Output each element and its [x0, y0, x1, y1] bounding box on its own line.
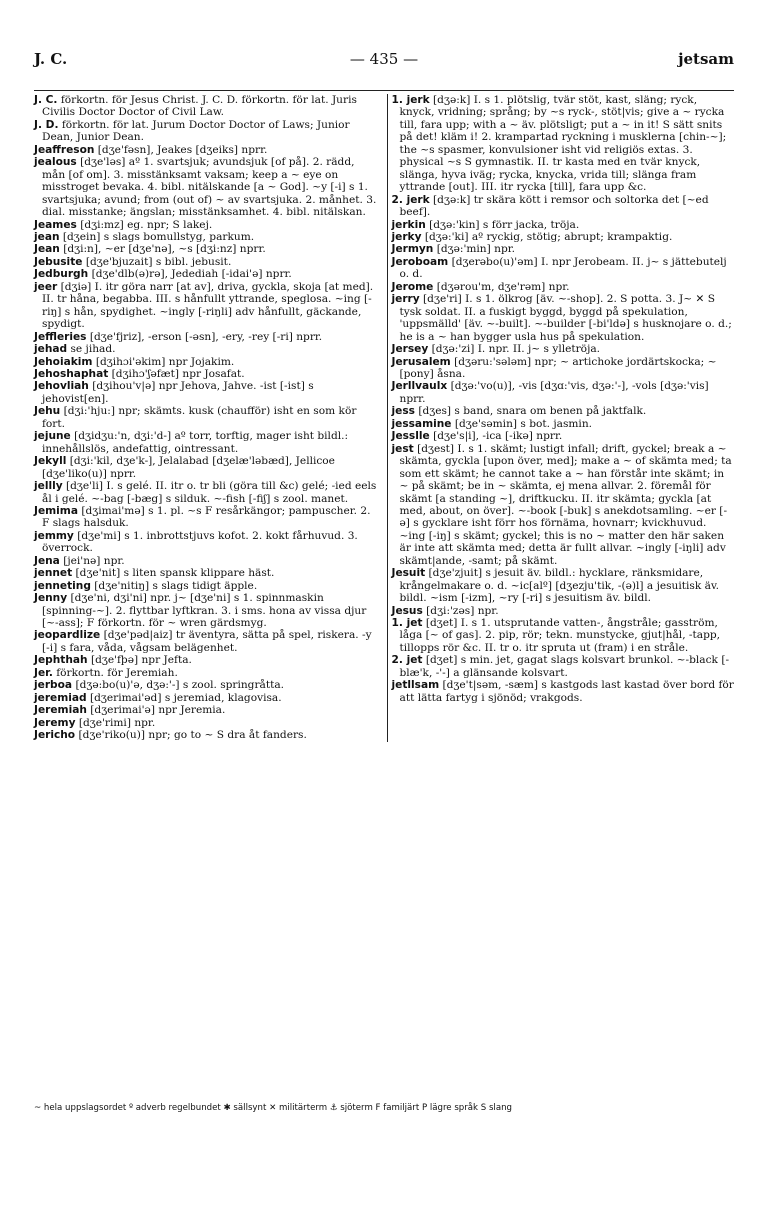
- entry-headword: Jephthah: [34, 654, 88, 667]
- entry-headword: Jeffleries: [34, 330, 87, 343]
- entry-headword: J. C.: [34, 94, 58, 106]
- entry-headword: Jericho: [34, 729, 76, 742]
- dictionary-entry: [34, 580, 377, 592]
- dictionary-entry: [34, 243, 377, 255]
- dictionary-entry: [392, 605, 735, 617]
- entry-definition: [dʒein] s slags bomullstyg, parkum.: [62, 230, 255, 243]
- entry-definition: [dʒe'ləs] aº 1. svartsjuk; avundsjuk [of på]. 2. rädd, mån [of om]. 3. misstänksamt vaksam; keep a ~ eye on misstroget bevaka. 4. bibl. nitälskande [a ~ God]. ~y [-i] s 1. svartsjuka; avund; from (out of) ~ av svartsjuka. 2. månhet. 3. dial. misstanke; ängslan; misstänksamhet. 4. bibl. nitälskan.: [42, 156, 377, 219]
- entry-headword: Jekyll: [34, 455, 67, 468]
- dictionary-entry: [34, 268, 377, 280]
- entry-headword: 1. jet: [391, 617, 423, 630]
- entry-headword: Jehovliah: [34, 380, 89, 393]
- header-rule: [34, 90, 734, 91]
- entry-definition: [dʒerimai'əd] s jeremiad, klagovisa.: [90, 691, 282, 704]
- entry-headword: jerboa: [34, 679, 73, 692]
- entry-headword: Jean: [34, 243, 60, 256]
- dictionary-entry: [392, 617, 735, 654]
- entry-headword: Jeremiah: [34, 704, 87, 717]
- dictionary-entry: [34, 94, 377, 119]
- entry-headword: jemmy: [34, 529, 74, 542]
- left-column: [34, 94, 383, 742]
- entry-definition: [dʒe'fəsn], Jeakes [dʒeiks] nprr.: [97, 143, 268, 156]
- entry-headword: Jedburgh: [34, 268, 89, 281]
- dictionary-entry: [392, 293, 735, 343]
- entry-definition: [dʒi:mz] eg. npr; S lakej.: [80, 218, 213, 231]
- entry-definition: [dʒe'rimi] npr.: [78, 716, 156, 729]
- dictionary-entry: [34, 455, 377, 480]
- entry-headword: 1. jerk: [391, 94, 430, 106]
- dictionary-entry: [34, 717, 377, 729]
- entry-definition: [dʒihɔi'əkim] npr Jojakim.: [95, 355, 235, 368]
- dictionary-entry: [392, 430, 735, 442]
- dictionary-entry: [34, 505, 377, 530]
- dictionary-entry: [34, 119, 377, 144]
- entry-headword: Jeremy: [34, 716, 76, 729]
- entry-headword: Jehu: [34, 405, 61, 418]
- entry-definition: [dʒe'fþə] npr Jefta.: [90, 654, 192, 667]
- dictionary-entry: [34, 567, 377, 579]
- dictionary-entry: [34, 356, 377, 368]
- dictionary-page: [34, 50, 734, 1113]
- entry-definition: [dʒə:'min] npr.: [436, 243, 515, 256]
- columns: [34, 94, 734, 742]
- entry-definition: [jei'nə] npr.: [63, 554, 125, 567]
- entry-headword: jeopardlize: [34, 629, 101, 642]
- dictionary-entry: [34, 530, 377, 555]
- dictionary-entry: [392, 405, 735, 417]
- entry-headword: jean: [34, 230, 60, 243]
- entry-definition: [dʒiə] I. itr göra narr [at av], driva, gyckla, skoja [at med]. II. tr håna, begabba. III. s hånfullt yttrande, speglosa. ~ing [-riŋ] s hån, spydighet. ~ingly [-riŋli] adv hånfullt, gäckande, spydigt.: [42, 280, 374, 331]
- dictionary-entry: [392, 567, 735, 604]
- entry-definition: [dʒi:n], ~er [dʒe'nə], ~s [dʒi:nz] nprr.: [63, 243, 266, 256]
- dictionary-entry: [392, 219, 735, 231]
- entry-definition: [dʒe'ni, dʒi'ni] npr. j~ [dʒe'ni] s 1. spinnmaskin [spinning-~]. 2. flyttbar lyftkran. 3. i sms. hona av vissa djur [~-ass]; F förkortn. för ~ wren gärdsmyg.: [42, 592, 367, 630]
- entry-headword: jejune: [34, 430, 71, 443]
- entry-headword: Jerusalem: [391, 355, 451, 368]
- dictionary-entry: [34, 156, 377, 218]
- entry-definition: [dʒi:'hju:] npr; skämts. kusk (chaufför) isht en som kör fort.: [42, 405, 357, 430]
- entry-headword: 2. jerk: [391, 193, 430, 206]
- entry-headword: jerry: [391, 293, 420, 306]
- dictionary-entry: [392, 343, 735, 355]
- entry-definition: [dʒihɔ'ʃəfæt] npr Josafat.: [111, 367, 245, 380]
- dictionary-entry: [392, 356, 735, 381]
- entry-definition: förkortn. för lat. Jurum Doctor Doctor of Laws; Junior Dean, Junior Dean.: [42, 118, 350, 144]
- entry-headword: Jesus: [391, 604, 423, 617]
- right-column: [392, 94, 735, 742]
- entry-headword: jerky: [391, 230, 422, 243]
- entry-headword: jennet: [34, 567, 73, 580]
- dictionary-entry: [34, 281, 377, 331]
- dictionary-entry: [34, 654, 377, 666]
- entry-definition: [dʒe'zjuit] s jesuit äv. bildl.: hycklare, ränksmidare, krångelmakare o. d. ~ic[alº] [dʒezju'tik, -(ə)l] a jesuitisk äv. bildl. ~ism [-izm], ~ry [-ri] s jesuitism äv. bildl.: [399, 567, 720, 605]
- entry-definition: [dʒe's|i], -ica [-ikə] nprr.: [433, 430, 563, 443]
- dictionary-entry: [392, 256, 735, 281]
- dictionary-entry: [34, 231, 377, 243]
- page-number: — 435 —: [349, 50, 419, 68]
- dictionary-entry: [34, 729, 377, 741]
- entry-headword: Jeroboam: [391, 255, 449, 268]
- entry-headword: jeremiad: [34, 691, 87, 704]
- entry-definition: [dʒə:'zi] I. npr. II. j~ s ylletröja.: [431, 343, 601, 356]
- entry-headword: Jeames: [34, 218, 77, 231]
- column-divider: [387, 94, 388, 742]
- entry-definition: [dʒe'ri] I. s 1. ölkrog [äv. ~-shop]. 2. S potta. 3. J~ ✕ S tysk soldat. II. a fuskigt byggd, byggd på spekulation, 'uppsmälld' [äv. ~-built]. ~-builder [-bi'ldə] s husknojare o. d.; he is a ~ han bygger usla hus på spekulation.: [399, 293, 732, 343]
- entry-headword: Jehoshaphat: [34, 367, 109, 380]
- entry-definition: [dʒet] s min. jet, gagat slags kolsvart brunkol. ~-black [-blæ'k, -'-] a glänsande kolsvart.: [399, 654, 730, 679]
- entry-definition: [dʒe'pəd|aiz] tr äventyra, sätta på spel, riskera. -y [-i] s fara, våda, vågsam belägenhet.: [42, 629, 372, 654]
- entry-definition: [dʒest] I. s 1. skämt; lustigt infall; drift, gyckel; break a ~ skämta, gyckla [upon över, med]; make a ~ of skämta med; ta som ett skämt; he cannot take a ~ han förstår inte skämt; in ~ på skämt; be in ~ skämta, ej mena allvar. 2. föremål för skämt [a standing ~], driftkucku. II. itr skämta; gyckla [at med, about, on över]. ~-book [-buk] s anekdotsamling. ~er [-ə] s gycklare isht förr hos förnäma, hovnarr; kvickhuvud. ~ing [-iŋ] s skämt; gyckel; this is no ~ matter den här saken är inte att skämta med; detta är fullt allvar. ~ingly [-iŋli] adv skämt|ande, -samt; på skämt.: [399, 442, 732, 567]
- entry-definition: [dʒərou'm, dʒe'rəm] npr.: [436, 280, 570, 293]
- entry-definition: [dʒet] I. s 1. utsprutande vatten-, ångstråle; gasström, låga [~ of gas]. 2. pip, rör; tekn. munstycke, gjut|hål, -tapp, tillopps rör &c. II. tr o. itr spruta ut (fram) i en stråle.: [399, 617, 721, 654]
- dictionary-entry: [392, 194, 735, 219]
- header-right-guideword: jetsam: [678, 50, 734, 68]
- dictionary-entry: [392, 231, 735, 243]
- entry-headword: 2. jet: [391, 654, 423, 667]
- entry-headword: jess: [391, 405, 415, 418]
- dictionary-entry: [34, 343, 377, 355]
- entry-definition: [dʒi:'kil, dʒe'k-], Jelalabad [dʒelæ'ləbæd], Jellicoe [dʒe'liko(u)] nprr.: [42, 455, 335, 480]
- entry-headword: Jeaffreson: [34, 143, 95, 156]
- dictionary-entry: [392, 443, 735, 568]
- entry-headword: jetllsam: [391, 679, 440, 692]
- entry-definition: [dʒəru:'sələm] npr; ~ artichoke jordärtskocka; ~ [pony] åsna.: [399, 355, 717, 380]
- entry-headword: jehad: [34, 343, 68, 356]
- entry-definition: [dʒimai'mə] s 1. pl. ~s F resårkängor; pampuscher. 2. F slags halsduk.: [42, 504, 371, 530]
- page-header: [34, 50, 734, 80]
- entry-headword: Jerllvaulx: [391, 380, 448, 393]
- entry-definition: [dʒe'dlb(ə)rə], Jedediah [-idai'ə] nprr.: [91, 268, 292, 281]
- entry-headword: jessamine: [391, 417, 452, 430]
- entry-definition: [dʒə:k] I. s 1. plötslig, tvär stöt, kast, släng; ryck, knyck, vridning; språng; by ~s ryck-, stöt|vis; give a ~ rycka till, fara upp; with a ~ äv. plötsligt; put a ~ in it! S sätt snits på det! kläm i! 2. krampartad ryckning i musklerna [chin-~]; the ~s spasmer, konvulsioner isht vid religiös extas. 3. physical ~s S gymnastik. II. tr kasta med en tvär knyck, slänga, hyva iväg; rycka, knycka, vrida till; slänga fram yttrande [out]. III. itr rycka [till], fara upp &c.: [399, 94, 727, 194]
- entry-headword: Jehoiakim: [34, 355, 93, 368]
- entry-headword: Jesslle: [391, 430, 430, 443]
- dictionary-entry: [34, 592, 377, 629]
- dictionary-entry: [392, 418, 735, 430]
- entry-definition: [dʒə:'vo(u)], -vis [dʒɑ:'vis, dʒə:'-], -vols [dʒə:'vis] nprr.: [399, 380, 709, 405]
- entry-headword: Jesuit: [391, 567, 426, 580]
- entry-definition: [dʒe'riko(u)] npr; go to ~ S dra åt fanders.: [78, 729, 307, 742]
- entry-definition: [dʒə:bo(u)'ə, dʒə:'-] s zool. springråtta.: [75, 679, 285, 692]
- entry-definition: [dʒi:'zəs] npr.: [426, 604, 499, 617]
- entry-definition: [dʒe'mi] s 1. inbrottstjuvs kofot. 2. kokt fårhuvud. 3. överrock.: [42, 529, 358, 555]
- entry-definition: [dʒe'fjriz], -erson [-əsn], -ery, -rey [-ri] nprr.: [89, 330, 323, 343]
- dictionary-entry: [392, 281, 735, 293]
- dictionary-entry: [392, 380, 735, 405]
- dictionary-entry: [34, 368, 377, 380]
- entry-definition: [dʒe'səmin] s bot. jasmin.: [454, 417, 593, 430]
- dictionary-entry: [34, 331, 377, 343]
- entry-headword: jealous: [34, 156, 77, 169]
- entry-definition: [dʒə:'ki] aº ryckig, stötig; abrupt; krampaktig.: [424, 230, 673, 243]
- entry-headword: jellly: [34, 480, 63, 493]
- entry-definition: [dʒe't|səm, -sæm] s kastgods last kastad över bord för att lätta fartyg i sjönöd; vrakgods.: [399, 679, 734, 704]
- entry-headword: Jersey: [391, 343, 429, 356]
- entry-definition: [dʒe'nitiŋ] s slags tidigt äpple.: [94, 579, 258, 592]
- dictionary-entry: [34, 480, 377, 505]
- entry-definition: se jihad.: [70, 343, 116, 356]
- entry-headword: Jena: [34, 554, 60, 567]
- dictionary-entry: [34, 380, 377, 405]
- dictionary-entry: [34, 692, 377, 704]
- dictionary-entry: [34, 667, 377, 679]
- entry-definition: [dʒe'li] I. s gelé. II. itr o. tr bli (göra till &c) gelé; -ied eels ål i gelé. ~-bag [-bæg] s silduk. ~-fish [-fiʃ] s zool. manet.: [42, 480, 377, 505]
- entry-headword: Jenny: [34, 592, 68, 605]
- entry-headword: jerkin: [391, 218, 426, 231]
- entry-headword: jenneting: [34, 579, 91, 592]
- entry-definition: [dʒə:k] tr skära kött i remsor och soltorka det [~ed beef].: [399, 193, 709, 219]
- entry-headword: Jerome: [391, 280, 434, 293]
- entry-headword: J. D.: [34, 118, 59, 131]
- dictionary-entry: [392, 654, 735, 679]
- entry-definition: förkortn. för Jesus Christ. J. C. D. förkortn. för lat. Juris Civilis Doctor Doctor of Civil Law.: [42, 94, 357, 119]
- entry-definition: [dʒe'nit] s liten spansk klippare häst.: [75, 567, 275, 580]
- entry-headword: Jebusite: [34, 255, 83, 268]
- entry-headword: Jemima: [34, 504, 78, 517]
- entry-definition: [dʒidʒu:'n, dʒi:'d-] aº torr, torftig, mager isht bildl.: innehållslös, andefattig, ointressant.: [42, 430, 349, 455]
- entry-definition: förkortn. för Jeremiah.: [56, 666, 178, 679]
- entry-definition: [dʒerəbo(u)'əm] I. npr Jerobeam. II. j~ s jättebutelj o. d.: [399, 255, 727, 281]
- dictionary-entry: [34, 629, 377, 654]
- entry-definition: [dʒihou'v|ə] npr Jehova, Jahve. -ist [-ist] s jehovist[en].: [42, 380, 314, 405]
- entry-headword: Jermyn: [391, 243, 434, 256]
- dictionary-entry: [34, 256, 377, 268]
- dictionary-entry: [34, 555, 377, 567]
- dictionary-entry: [34, 144, 377, 156]
- header-left-guideword: J. C.: [34, 50, 68, 68]
- entry-headword: Jer.: [34, 666, 53, 679]
- dictionary-entry: [34, 405, 377, 430]
- dictionary-entry: [34, 704, 377, 716]
- entry-headword: jest: [391, 442, 414, 455]
- dictionary-entry: [392, 679, 735, 704]
- abbreviation-legend: ~ hela uppslagsordet º adverb regelbundet ✱ sällsynt ✕ militärterm ⚓ sjöterm F familjärt P lägre språk S slang: [34, 1103, 512, 1113]
- entry-definition: [dʒerimai'ə] npr Jeremia.: [90, 704, 226, 717]
- dictionary-entry: [34, 219, 377, 231]
- dictionary-entry: [392, 94, 735, 194]
- dictionary-entry: [34, 430, 377, 455]
- entry-headword: jeer: [34, 280, 58, 293]
- dictionary-entry: [34, 679, 377, 691]
- entry-definition: [dʒes] s band, snara om benen på jaktfalk.: [418, 405, 647, 418]
- entry-definition: [dʒə:'kin] s förr jacka, tröja.: [429, 218, 580, 231]
- entry-definition: [dʒe'bjuzait] s bibl. jebusit.: [85, 255, 232, 268]
- dictionary-entry: [392, 243, 735, 255]
